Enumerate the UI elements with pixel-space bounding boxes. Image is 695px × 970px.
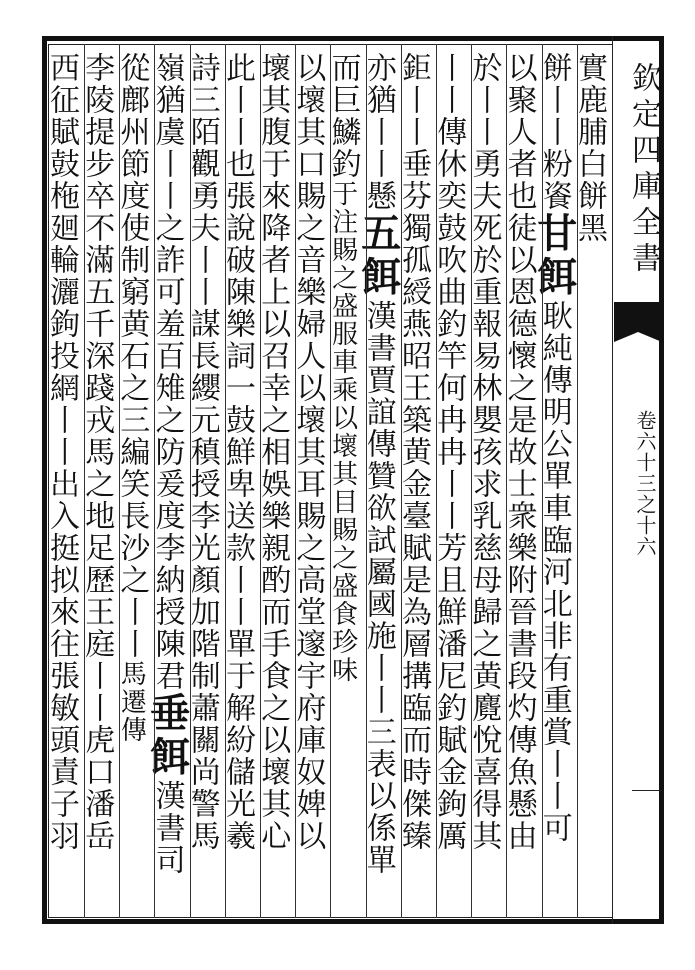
entry-heading: 垂餌: [143, 692, 191, 780]
body-text: 餅丨丨粉餈: [536, 52, 572, 212]
body-text: 以壞其口賜之音樂婦人以壞其耳賜之高堂邃宇府庫奴婢以: [290, 52, 326, 852]
annotation-text: 于注賜之盛服車乘以壞其目賜之盛食珍味: [327, 180, 358, 684]
body-text: 丨丨傳休奕鼓吹曲釣竿何冉冉丨丨芳且鮮潘尼釣賦金鉤厲: [431, 52, 467, 852]
body-text: 實鹿脯白餅黑: [571, 52, 607, 244]
column-rule: [190, 44, 191, 918]
column-rule: [154, 44, 155, 918]
text-column: [44, 52, 79, 912]
column-rule: [471, 44, 472, 918]
column-rule: [295, 44, 296, 918]
body-text: 西征賦鼓柂廻輪灑鉤投網丨丨出入挺拟來往張敏頭責子羽: [43, 52, 79, 852]
band-divider-line: [632, 790, 662, 791]
column-rule: [577, 44, 578, 918]
column-rule: [260, 44, 261, 918]
body-text: 亦猶丨丨懸: [360, 52, 396, 212]
body-text: 鉅丨丨垂芬獨孤綬燕昭王築黄金臺賦是為層搆臨而時傑臻: [395, 52, 431, 852]
volume-label: 卷六十三之十六: [633, 410, 657, 557]
body-text: 漢書賈誼傳贊欲試屬國施丨丨三表以係單: [360, 300, 396, 876]
body-text: 李陵提步卒不滿五千深踐戎馬之地足歷王庭丨丨虎口潘岳: [79, 52, 115, 852]
body-text: 詩三陌觀勇夫丨丨謀長纓元稹授李光顏加階制蕭關尚警馬: [184, 52, 220, 852]
body-text: 耿純傳明公單車臨河北非有重賞丨丨可: [536, 300, 572, 844]
entry-heading: 甘餌: [530, 212, 578, 300]
column-rule: [119, 44, 120, 918]
column-rule: [330, 44, 331, 918]
body-text: 漢書司: [149, 780, 185, 876]
column-rule: [225, 44, 226, 918]
column-rule: [506, 44, 507, 918]
body-text: 從鄜州節度使制窮黄石之三編笑長沙之丨丨: [114, 52, 150, 660]
column-rule: [436, 44, 437, 918]
body-text: 以聚人者也徒以恩德懷之是故士衆樂附晉書段灼傳魚懸由: [501, 52, 537, 852]
column-rule: [366, 44, 367, 918]
body-text: 於丨丨勇夫死於重報易林嬰孩求乳慈母歸之黄麑悅喜得其: [466, 52, 502, 852]
book-title: 欽定四庫全書: [626, 62, 661, 278]
fishtail-mark: [614, 302, 662, 332]
annotation-text: 馬遷傳: [116, 660, 147, 744]
column-rule: [84, 44, 85, 918]
body-text: 嶺猶虞丨丨之詐可羞百雉之防爰度李納授陳君: [149, 52, 185, 692]
column-rule: [401, 44, 402, 918]
body-text: 壞其腹于來降者上以召幸之相娛樂親酌而手食之以壞其心: [255, 52, 291, 852]
entry-heading: 五餌: [354, 212, 402, 300]
column-rule: [542, 44, 543, 918]
fishtail-notch: [614, 332, 662, 342]
body-text: 此丨丨也張說破陳樂詞一鼓鮮卑送款丨丨單于解紛儲光羲: [219, 52, 255, 852]
body-text: 而巨鱗釣: [325, 52, 361, 180]
